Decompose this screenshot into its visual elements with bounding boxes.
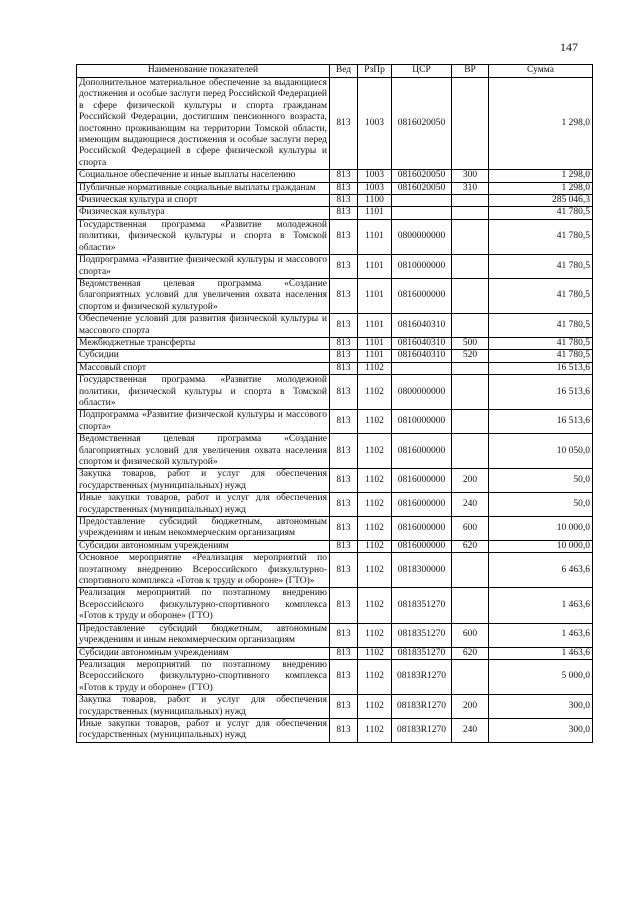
cell-vr: 300 [452,170,489,182]
cell-rzpr: 1102 [358,517,392,541]
table-row [77,410,593,434]
cell-sum: 10 000,0 [489,517,593,541]
cell-ved: 813 [330,278,358,313]
cell-vr: 500 [452,337,489,349]
cell-rzpr: 1102 [358,647,392,659]
cell-rzpr: 1100 [358,195,392,207]
cell-vr: 240 [452,718,489,742]
table-row [77,623,593,647]
cell-ved: 813 [330,195,358,207]
cell-vr: 200 [452,469,489,493]
table-row [77,78,593,170]
cell-name: Предоставление субсидий бюджетным, автономным учреждениям и иным некоммерческим организациям [77,623,330,647]
table-row [77,659,593,694]
cell-name: Социальное обеспечение и иные выплаты населению [77,170,330,182]
cell-csr: 0816040310 [392,314,452,338]
cell-csr: 0818351270 [392,623,452,647]
cell-name: Государственная программа «Развитие молодежной политики, физической культуры и спорта в Томской области» [77,375,330,410]
cell-ved: 813 [330,170,358,182]
cell-sum: 1 298,0 [489,170,593,182]
cell-name: Предоставление субсидий бюджетным, автономным учреждениям и иным некоммерческим организациям [77,517,330,541]
table-row [77,540,593,552]
header-vr: ВР [452,65,489,78]
cell-rzpr: 1101 [358,278,392,313]
cell-vr: 600 [452,517,489,541]
cell-rzpr: 1102 [358,362,392,374]
cell-vr [452,659,489,694]
table-row [77,219,593,254]
cell-sum: 1 298,0 [489,78,593,170]
cell-sum: 1 463,6 [489,623,593,647]
cell-csr: 08183R1270 [392,659,452,694]
cell-vr [452,410,489,434]
cell-vr [452,278,489,313]
cell-csr: 0818351270 [392,588,452,623]
cell-sum: 41 780,5 [489,207,593,219]
cell-vr: 620 [452,540,489,552]
cell-csr: 0816000000 [392,540,452,552]
cell-csr: 0818351270 [392,647,452,659]
cell-name: Закупка товаров, работ и услуг для обеспечения государственных (муниципальных) нужд [77,695,330,719]
cell-rzpr: 1102 [358,718,392,742]
table-row [77,553,593,588]
cell-ved: 813 [330,434,358,469]
table-row [77,314,593,338]
cell-rzpr: 1003 [358,78,392,170]
table-row [77,350,593,362]
cell-vr: 240 [452,493,489,517]
cell-name: Ведомственная целевая программа «Создание благоприятных условий для увеличения охвата населения спортом и физической культурой» [77,278,330,313]
cell-vr [452,219,489,254]
cell-name: Физическая культура [77,207,330,219]
cell-sum: 285 046,3 [489,195,593,207]
cell-name: Реализация мероприятий по поэтапному внедрению Всероссийского физкультурно-спортивного комплекса «Готов к труду и обороне» (ГТО) [77,659,330,694]
cell-vr [452,195,489,207]
cell-sum: 1 463,6 [489,588,593,623]
cell-csr: 0800000000 [392,219,452,254]
cell-csr: 0816020050 [392,78,452,170]
cell-rzpr: 1003 [358,182,392,194]
cell-sum: 300,0 [489,695,593,719]
cell-csr: 08183R1270 [392,695,452,719]
cell-ved: 813 [330,623,358,647]
cell-sum: 50,0 [489,469,593,493]
cell-rzpr: 1101 [358,255,392,279]
cell-ved: 813 [330,410,358,434]
cell-csr: 0800000000 [392,375,452,410]
cell-ved: 813 [330,362,358,374]
cell-sum: 16 513,6 [489,410,593,434]
cell-rzpr: 1101 [358,314,392,338]
cell-vr [452,78,489,170]
cell-vr: 200 [452,695,489,719]
cell-csr: 0816000000 [392,469,452,493]
cell-vr [452,553,489,588]
table-row [77,517,593,541]
cell-vr [452,588,489,623]
cell-vr: 310 [452,182,489,194]
cell-sum: 1 463,6 [489,647,593,659]
cell-name: Обеспечение условий для развития физической культуры и массового спорта [77,314,330,338]
cell-ved: 813 [330,588,358,623]
cell-rzpr: 1101 [358,350,392,362]
header-ved: Вед [330,65,358,78]
cell-name: Основное мероприятие «Реализация мероприятий по поэтапному внедрению Всероссийского физкультурно-спортивного комплекса «Готов к труду и обороне» (ГТО)» [77,553,330,588]
cell-ved: 813 [330,659,358,694]
table-row [77,170,593,182]
cell-name: Публичные нормативные социальные выплаты гражданам [77,182,330,194]
cell-sum: 6 463,6 [489,553,593,588]
cell-name: Субсидии [77,350,330,362]
cell-vr [452,314,489,338]
cell-csr: 0816040310 [392,337,452,349]
header-rzpr: РзПр [358,65,392,78]
cell-rzpr: 1102 [358,434,392,469]
header-name: Наименование показателей [77,65,330,78]
cell-csr: 0816020050 [392,170,452,182]
cell-sum: 41 780,5 [489,314,593,338]
cell-rzpr: 1102 [358,659,392,694]
cell-csr: 0810000000 [392,255,452,279]
cell-name: Закупка товаров, работ и услуг для обеспечения государственных (муниципальных) нужд [77,469,330,493]
cell-rzpr: 1102 [358,540,392,552]
table-row [77,207,593,219]
cell-name: Иные закупки товаров, работ и услуг для обеспечения государственных (муниципальных) нужд [77,493,330,517]
cell-rzpr: 1102 [358,375,392,410]
cell-vr [452,362,489,374]
cell-name: Иные закупки товаров, работ и услуг для обеспечения государственных (муниципальных) нужд [77,718,330,742]
cell-rzpr: 1101 [358,219,392,254]
cell-vr: 520 [452,350,489,362]
cell-csr: 0816000000 [392,517,452,541]
table-row [77,375,593,410]
table-row [77,647,593,659]
cell-rzpr: 1102 [358,695,392,719]
cell-ved: 813 [330,375,358,410]
table-header-row [77,65,593,78]
cell-sum: 300,0 [489,718,593,742]
table-row [77,493,593,517]
cell-name: Субсидии автономным учреждениям [77,540,330,552]
cell-name: Подпрограмма «Развитие физической культуры и массового спорта» [77,255,330,279]
cell-csr: 0818300000 [392,553,452,588]
cell-rzpr: 1101 [358,207,392,219]
page-number: 147 [560,40,578,54]
cell-ved: 813 [330,553,358,588]
table-row [77,278,593,313]
cell-name: Массовый спорт [77,362,330,374]
cell-ved: 813 [330,207,358,219]
cell-vr [452,207,489,219]
cell-ved: 813 [330,255,358,279]
cell-rzpr: 1102 [358,553,392,588]
table-row [77,195,593,207]
cell-sum: 10 050,0 [489,434,593,469]
table-row [77,182,593,194]
table-row [77,255,593,279]
cell-csr [392,195,452,207]
table-row [77,588,593,623]
cell-name: Физическая культура и спорт [77,195,330,207]
table-row [77,362,593,374]
cell-name: Реализация мероприятий по поэтапному внедрению Всероссийского физкультурно-спортивного комплекса «Готов к труду и обороне» (ГТО) [77,588,330,623]
cell-sum: 5 000,0 [489,659,593,694]
cell-csr: 0816000000 [392,434,452,469]
cell-name: Подпрограмма «Развитие физической культуры и массового спорта» [77,410,330,434]
cell-sum: 10 000,0 [489,540,593,552]
cell-sum: 41 780,5 [489,255,593,279]
cell-vr [452,375,489,410]
cell-ved: 813 [330,314,358,338]
cell-csr: 0816040310 [392,350,452,362]
cell-ved: 813 [330,493,358,517]
table-row [77,434,593,469]
cell-ved: 813 [330,350,358,362]
cell-sum: 41 780,5 [489,350,593,362]
cell-rzpr: 1102 [358,410,392,434]
cell-csr [392,362,452,374]
cell-csr: 0816000000 [392,278,452,313]
cell-ved: 813 [330,337,358,349]
cell-ved: 813 [330,647,358,659]
cell-ved: 813 [330,219,358,254]
cell-sum: 41 780,5 [489,337,593,349]
cell-sum: 16 513,6 [489,375,593,410]
cell-vr: 620 [452,647,489,659]
cell-ved: 813 [330,182,358,194]
cell-csr: 0816000000 [392,493,452,517]
header-sum: Сумма [489,65,593,78]
table-row [77,718,593,742]
header-csr: ЦСР [392,65,452,78]
cell-csr: 08183R1270 [392,718,452,742]
cell-csr: 0810000000 [392,410,452,434]
cell-name: Ведомственная целевая программа «Создание благоприятных условий для увеличения охвата населения спортом и физической культурой» [77,434,330,469]
cell-vr [452,434,489,469]
cell-ved: 813 [330,540,358,552]
cell-rzpr: 1101 [358,337,392,349]
cell-ved: 813 [330,718,358,742]
table-row [77,337,593,349]
cell-name: Дополнительное материальное обеспечение за выдающиеся достижения и особые заслуги перед Российской Федерацией в сфере физической культуры и спорта гражданам Российской Федерации, достигшим пенсионного возраста, постоянно проживающим на территории Томской области, имеющим выдающиеся достижения и особые заслуги перед Российской Федерацией в сфере физической культуры и спорта [77,78,330,170]
cell-sum: 41 780,5 [489,219,593,254]
cell-ved: 813 [330,78,358,170]
cell-sum: 41 780,5 [489,278,593,313]
cell-ved: 813 [330,517,358,541]
cell-ved: 813 [330,469,358,493]
cell-csr [392,207,452,219]
cell-rzpr: 1102 [358,469,392,493]
cell-sum: 50,0 [489,493,593,517]
cell-name: Субсидии автономным учреждениям [77,647,330,659]
cell-vr: 600 [452,623,489,647]
cell-sum: 1 298,0 [489,182,593,194]
cell-ved: 813 [330,695,358,719]
cell-name: Государственная программа «Развитие молодежной политики, физической культуры и спорта в Томской области» [77,219,330,254]
cell-rzpr: 1003 [358,170,392,182]
table-row [77,695,593,719]
cell-sum: 16 513,6 [489,362,593,374]
cell-name: Межбюджетные трансферты [77,337,330,349]
cell-rzpr: 1102 [358,493,392,517]
budget-table [76,64,593,743]
cell-rzpr: 1102 [358,623,392,647]
table-row [77,469,593,493]
cell-vr [452,255,489,279]
cell-csr: 0816020050 [392,182,452,194]
cell-rzpr: 1102 [358,588,392,623]
